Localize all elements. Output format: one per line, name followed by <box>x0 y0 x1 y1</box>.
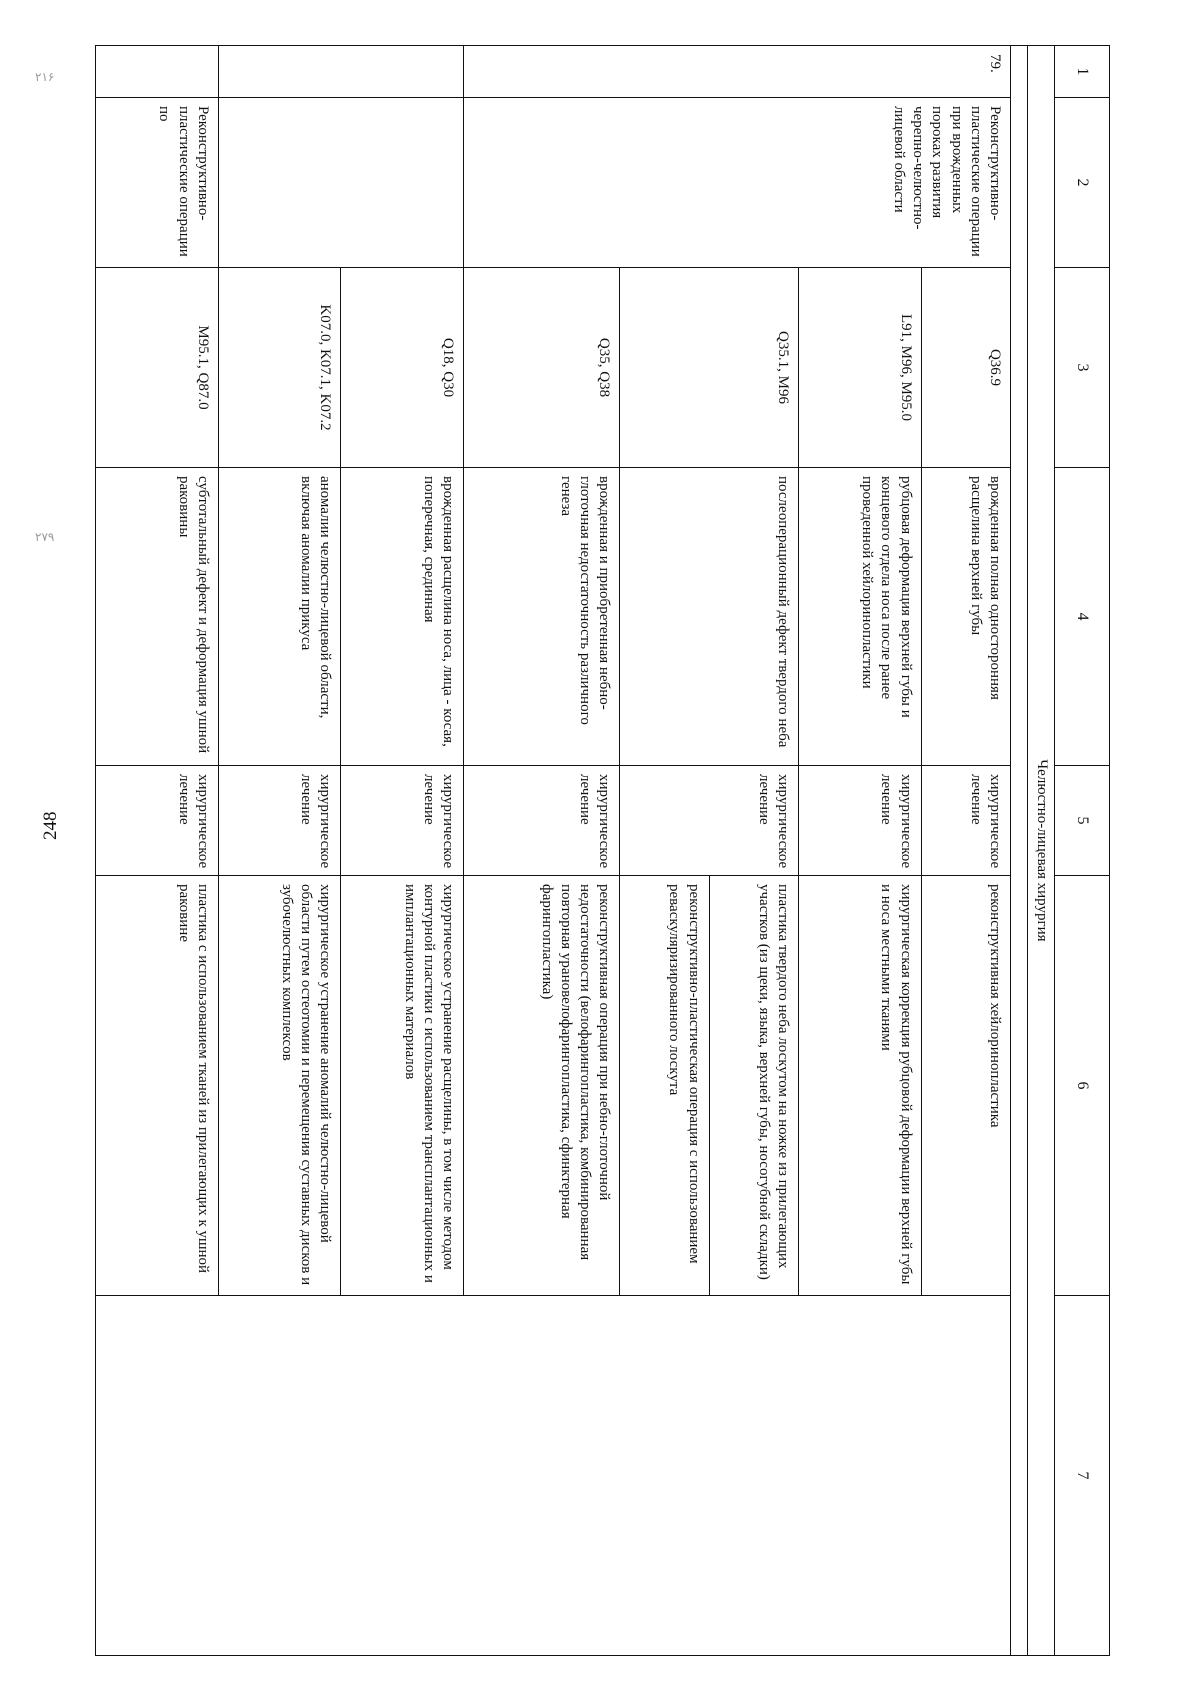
procedure-name: Реконструктивно-пластические операции при врожденных пороках развития черепно-челюстно-лицевой области <box>464 98 1011 268</box>
column-number: 5 <box>1055 766 1110 876</box>
row-number: 79. <box>464 46 1011 98</box>
procedure-name: Реконструктивно-пластические операции по <box>96 98 219 268</box>
section-title: Челюстно-лицевая хирургия <box>1028 46 1055 1656</box>
icd-codes: Q35.1, M96 <box>709 268 798 468</box>
diagnosis: врожденная полная односторонняя расщелина верхней губы <box>921 468 1010 766</box>
column-number: 2 <box>1055 98 1110 268</box>
empty-cell <box>620 468 709 766</box>
section-row <box>1028 46 1055 1656</box>
icd-codes: Q36.9 <box>921 268 1010 468</box>
page-number: 248 <box>40 811 61 840</box>
spacer-row <box>1011 46 1028 1656</box>
diagnosis: рубцовая деформация верхней губы и концевого отдела носа после ранее проведенной хейлоринопластики <box>798 468 921 766</box>
diagnosis: врожденная расщелина носа, лица - косая, поперечная, срединная <box>341 468 464 766</box>
method: хирургическое устранение аномалий челюстно-лицевой области путем остеотомии и перемещения суставных дисков и зубочелюстных комплексов <box>218 876 341 1296</box>
empty-cell <box>218 46 463 98</box>
method: пластика с использованием тканей из прилегающих к ушной раковине <box>96 876 219 1296</box>
diagnosis: аномалии челюстно-лицевой области, включая аномалии прикуса <box>218 468 341 766</box>
scan-mark: ۲۷۹ <box>35 530 55 544</box>
icd-codes: M95.1, Q87.0 <box>96 268 219 468</box>
treatment-type: хирургическое лечение <box>341 766 464 876</box>
icd-codes: K07.0, K07.1, K07.2 <box>218 268 341 468</box>
treatment-type: хирургическое лечение <box>464 766 620 876</box>
icd-codes: L91, M96, M95.0 <box>798 268 921 468</box>
table-row <box>921 46 1010 1656</box>
icd-codes: Q18, Q30 <box>341 268 464 468</box>
diagnosis: врожденная и приобретенная небно-глоточная недостаточность различного генеза <box>464 468 620 766</box>
diagnosis: послеоперационный дефект твердого неба <box>709 468 798 766</box>
spacer-cell <box>1011 46 1028 1656</box>
treatment-type: хирургическое лечение <box>218 766 341 876</box>
treatment-type: хирургическое лечение <box>798 766 921 876</box>
empty-cell <box>218 98 463 268</box>
procedures-table <box>95 45 1110 1656</box>
empty-cell <box>620 268 709 468</box>
diagnosis: субтотальный дефект и деформация ушной раковины <box>96 468 219 766</box>
scan-mark: ۲۱۶ <box>35 70 55 84</box>
method: реконструктивная хейлоринопластика <box>921 876 1010 1296</box>
method: пластика твердого неба лоскутом на ножке из прилегающих участков (из щеки, языка, верхней губы, носогубной складки) <box>709 876 798 1296</box>
rotated-sheet <box>95 45 1110 1655</box>
icd-codes: Q35, Q38 <box>464 268 620 468</box>
empty-cell <box>96 1296 1011 1656</box>
column-number: 7 <box>1055 1296 1110 1656</box>
column-number-row <box>1055 46 1110 1656</box>
method: реконструктивно-пластическая операция с использованием реваскуляризированного лоскута <box>620 876 709 1296</box>
treatment-type: хирургическое лечение <box>709 766 798 876</box>
empty-cell <box>96 46 219 98</box>
empty-cell <box>620 766 709 876</box>
method: хирургическое устранение расщелины, в том числе методом контурной пластики с использованием трансплантационных и имплантационных материалов <box>341 876 464 1296</box>
column-number: 1 <box>1055 46 1110 98</box>
treatment-type: хирургическое лечение <box>921 766 1010 876</box>
column-number: 3 <box>1055 268 1110 468</box>
treatment-type: хирургическое лечение <box>96 766 219 876</box>
column-number: 6 <box>1055 876 1110 1296</box>
column-number: 4 <box>1055 468 1110 766</box>
method: хирургическая коррекция рубцовой деформации верхней губы и носа местными тканями <box>798 876 921 1296</box>
method: реконструктивная операция при небно-глоточной недостаточности (велофарингопластика, комбинированная повторная урановелофарингопластика, сфинктерная фарингопластика) <box>464 876 620 1296</box>
